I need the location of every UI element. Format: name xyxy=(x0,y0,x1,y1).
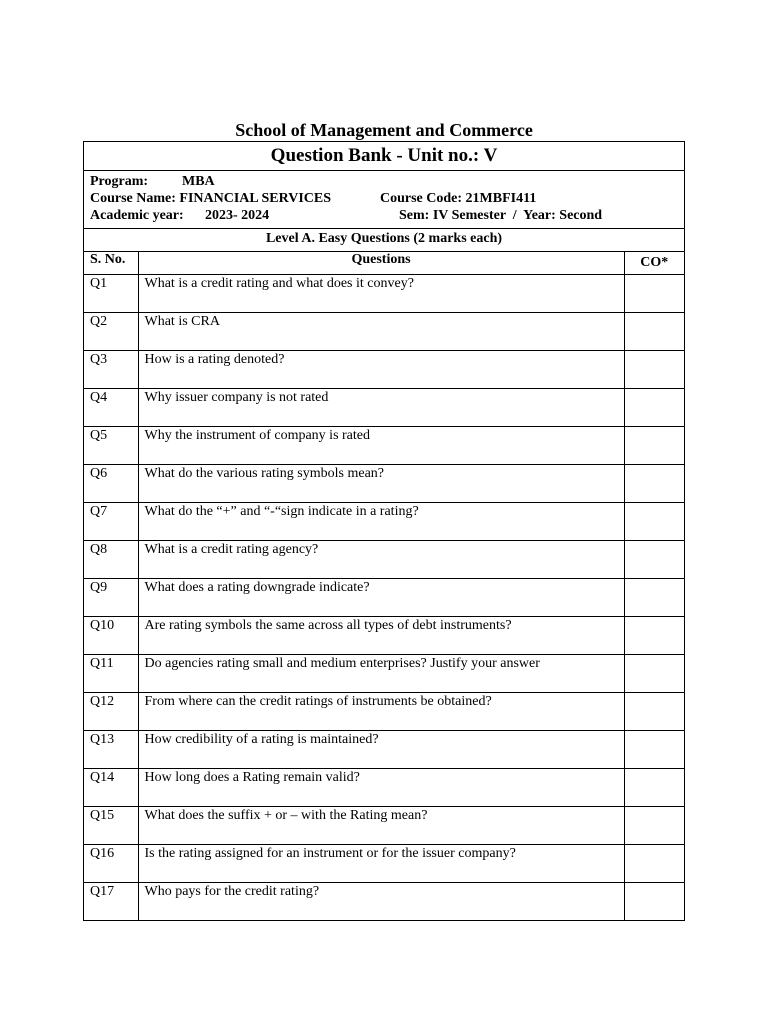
co-cell xyxy=(624,655,684,693)
program-row xyxy=(90,173,684,190)
question-text: What do the “+” and “-“sign indicate in a rating? xyxy=(138,503,624,541)
table-row xyxy=(84,617,684,655)
question-number: Q2 xyxy=(84,313,138,351)
table-row xyxy=(84,427,684,465)
question-text: How is a rating denoted? xyxy=(138,351,624,389)
table-row xyxy=(84,807,684,845)
table-body xyxy=(84,275,684,921)
sem-year: Sem: IV Semester / Year: Second xyxy=(399,208,603,223)
co-cell xyxy=(624,275,684,313)
co-cell xyxy=(624,389,684,427)
academic-year-value: 2023- 2024 xyxy=(205,208,270,223)
co-cell xyxy=(624,465,684,503)
page-title: School of Management and Commerce xyxy=(235,120,533,140)
co-cell xyxy=(624,769,684,807)
table-row xyxy=(84,503,684,541)
question-text: Why issuer company is not rated xyxy=(138,389,624,427)
co-header: CO* xyxy=(624,252,684,275)
question-number: Q11 xyxy=(84,655,138,693)
question-number: Q7 xyxy=(84,503,138,541)
question-number: Q5 xyxy=(84,427,138,465)
question-bank-box xyxy=(83,141,685,921)
question-text: What is a credit rating and what does it convey? xyxy=(138,275,624,313)
question-text: What does a rating downgrade indicate? xyxy=(138,579,624,617)
table-row xyxy=(84,655,684,693)
question-text: Why the instrument of company is rated xyxy=(138,427,624,465)
questions-table xyxy=(84,252,684,920)
table-row xyxy=(84,769,684,807)
question-text: What does the suffix + or – with the Rating mean? xyxy=(138,807,624,845)
co-cell xyxy=(624,693,684,731)
table-header-row xyxy=(84,252,684,275)
question-number: Q12 xyxy=(84,693,138,731)
co-cell xyxy=(624,883,684,921)
co-cell xyxy=(624,541,684,579)
question-number: Q17 xyxy=(84,883,138,921)
question-number: Q9 xyxy=(84,579,138,617)
academic-row xyxy=(90,207,684,224)
program-value: MBA xyxy=(182,174,215,189)
table-row xyxy=(84,351,684,389)
questions-header: Questions xyxy=(138,252,624,275)
question-text: Is the rating assigned for an instrument or for the issuer company? xyxy=(138,845,624,883)
question-text: Are rating symbols the same across all types of debt instruments? xyxy=(138,617,624,655)
course-info xyxy=(84,171,684,229)
table-row xyxy=(84,883,684,921)
question-number: Q13 xyxy=(84,731,138,769)
question-number: Q16 xyxy=(84,845,138,883)
co-cell xyxy=(624,807,684,845)
question-text: Who pays for the credit rating? xyxy=(138,883,624,921)
question-text: What do the various rating symbols mean? xyxy=(138,465,624,503)
course-name: Course Name: FINANCIAL SERVICES xyxy=(90,191,332,206)
co-cell xyxy=(624,503,684,541)
question-number: Q8 xyxy=(84,541,138,579)
co-cell xyxy=(624,617,684,655)
co-cell xyxy=(624,579,684,617)
question-text: What is a credit rating agency? xyxy=(138,541,624,579)
table-row xyxy=(84,579,684,617)
sno-header: S. No. xyxy=(84,252,138,275)
question-number: Q15 xyxy=(84,807,138,845)
question-number: Q6 xyxy=(84,465,138,503)
question-number: Q3 xyxy=(84,351,138,389)
co-cell xyxy=(624,427,684,465)
co-cell xyxy=(624,845,684,883)
question-bank-title: Question Bank - Unit no.: V xyxy=(84,142,684,171)
table-row xyxy=(84,693,684,731)
question-text: From where can the credit ratings of instruments be obtained? xyxy=(138,693,624,731)
table-row xyxy=(84,313,684,351)
question-text: How long does a Rating remain valid? xyxy=(138,769,624,807)
course-row xyxy=(90,190,684,207)
table-row xyxy=(84,541,684,579)
table-row xyxy=(84,731,684,769)
course-code: Course Code: 21MBFI411 xyxy=(380,191,537,206)
question-text: How credibility of a rating is maintained? xyxy=(138,731,624,769)
academic-year-label: Academic year: xyxy=(90,208,184,223)
table-row xyxy=(84,845,684,883)
table-row xyxy=(84,275,684,313)
table-row xyxy=(84,465,684,503)
co-cell xyxy=(624,351,684,389)
question-number: Q1 xyxy=(84,275,138,313)
level-heading: Level A. Easy Questions (2 marks each) xyxy=(84,229,684,252)
question-text: What is CRA xyxy=(138,313,624,351)
question-number: Q14 xyxy=(84,769,138,807)
question-number: Q10 xyxy=(84,617,138,655)
table-row xyxy=(84,389,684,427)
co-cell xyxy=(624,731,684,769)
program-label: Program: xyxy=(90,174,149,189)
question-number: Q4 xyxy=(84,389,138,427)
co-cell xyxy=(624,313,684,351)
question-text: Do agencies rating small and medium enterprises? Justify your answer xyxy=(138,655,624,693)
